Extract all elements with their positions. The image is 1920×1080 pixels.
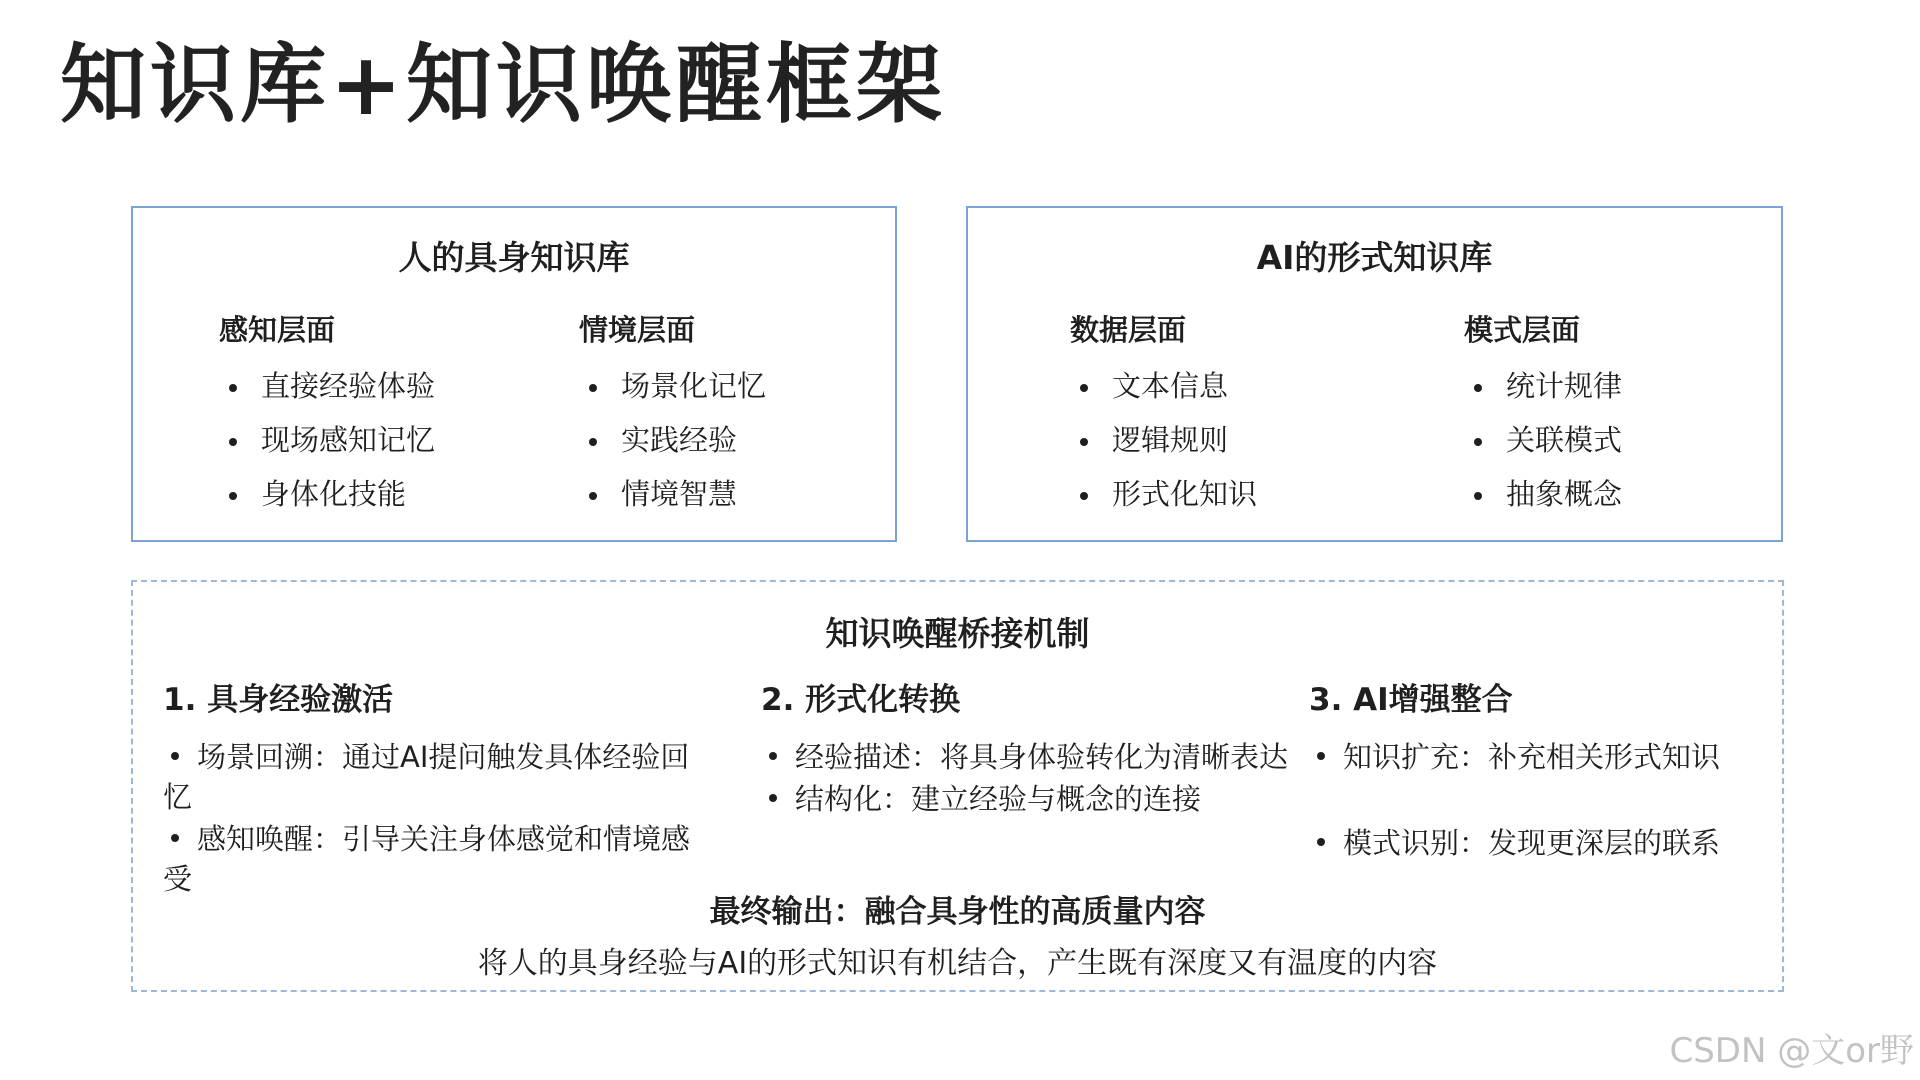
page-title: 知识库+知识唤醒框架 bbox=[60, 35, 947, 135]
column-heading: 数据层面 bbox=[1070, 313, 1187, 347]
mechanism-item bbox=[1309, 823, 1769, 863]
mechanism-ai-integration bbox=[1309, 674, 1769, 909]
mechanism-item bbox=[761, 779, 1301, 819]
list-item: 情境智慧 bbox=[579, 467, 766, 521]
mechanism-item-text: 知识扩充：补充相关形式知识 bbox=[1343, 740, 1721, 774]
list-item: 直接经验体验 bbox=[219, 359, 435, 413]
human-kb-title: 人的具身知识库 bbox=[398, 238, 630, 277]
mechanism-item-text: 感知唤醒：引导关注身体感觉和情境感受 bbox=[163, 822, 691, 896]
mechanism-heading: 2. 形式化转换 bbox=[761, 682, 961, 718]
bullet-icon bbox=[1317, 838, 1325, 846]
mechanism-heading: 1. 具身经验激活 bbox=[163, 682, 394, 718]
item-list bbox=[219, 359, 435, 521]
bridge-mechanism-box bbox=[131, 580, 1784, 992]
list-item: 实践经验 bbox=[579, 413, 766, 467]
list-item: 场景化记忆 bbox=[579, 359, 766, 413]
context-layer-column bbox=[579, 308, 766, 521]
list-item: 现场感知记忆 bbox=[219, 413, 435, 467]
item-list bbox=[1070, 359, 1257, 521]
column-heading: 感知层面 bbox=[219, 313, 336, 347]
mechanism-embodied-activation bbox=[163, 674, 703, 901]
list-item: 统计规律 bbox=[1464, 359, 1622, 413]
mechanism-item bbox=[163, 737, 703, 817]
final-output-heading: 最终输出：融合具身性的高质量内容 bbox=[709, 894, 1206, 930]
final-output-text: 将人的具身经验与AI的形式知识有机结合，产生既有深度又有温度的内容 bbox=[477, 946, 1438, 981]
item-list bbox=[579, 359, 766, 521]
mechanism-item-text: 结构化：建立经验与概念的连接 bbox=[795, 782, 1202, 816]
mechanism-item-text: 经验描述：将具身体验转化为清晰表达 bbox=[795, 740, 1289, 774]
mechanism-item-text: 模式识别：发现更深层的联系 bbox=[1343, 826, 1721, 860]
data-layer-column bbox=[1070, 308, 1257, 521]
mechanism-item-text: 场景回溯：通过AI提问触发具体经验回忆 bbox=[163, 740, 690, 814]
ai-knowledge-base-box bbox=[966, 206, 1783, 542]
list-item: 身体化技能 bbox=[219, 467, 435, 521]
bullet-icon bbox=[769, 752, 777, 760]
bullet-icon bbox=[171, 752, 179, 760]
item-list bbox=[1464, 359, 1622, 521]
bullet-icon bbox=[171, 834, 179, 842]
mechanism-heading: 3. AI增强整合 bbox=[1309, 682, 1513, 718]
pattern-layer-column bbox=[1464, 308, 1622, 521]
human-knowledge-base-box bbox=[131, 206, 897, 542]
watermark: CSDN @文or野 bbox=[1669, 1031, 1914, 1071]
mechanism-formal-conversion bbox=[761, 674, 1301, 821]
list-item: 形式化知识 bbox=[1070, 467, 1257, 521]
mechanism-item bbox=[1309, 737, 1769, 777]
list-item: 逻辑规则 bbox=[1070, 413, 1257, 467]
list-item: 关联模式 bbox=[1464, 413, 1622, 467]
column-heading: 模式层面 bbox=[1464, 313, 1581, 347]
bullet-icon bbox=[1317, 752, 1325, 760]
perception-layer-column bbox=[219, 308, 435, 521]
bullet-icon bbox=[769, 794, 777, 802]
ai-kb-title: AI的形式知识库 bbox=[1256, 238, 1493, 277]
list-item: 抽象概念 bbox=[1464, 467, 1622, 521]
list-item: 文本信息 bbox=[1070, 359, 1257, 413]
bridge-title: 知识唤醒桥接机制 bbox=[825, 614, 1090, 653]
mechanism-item bbox=[761, 737, 1301, 777]
column-heading: 情境层面 bbox=[579, 313, 696, 347]
